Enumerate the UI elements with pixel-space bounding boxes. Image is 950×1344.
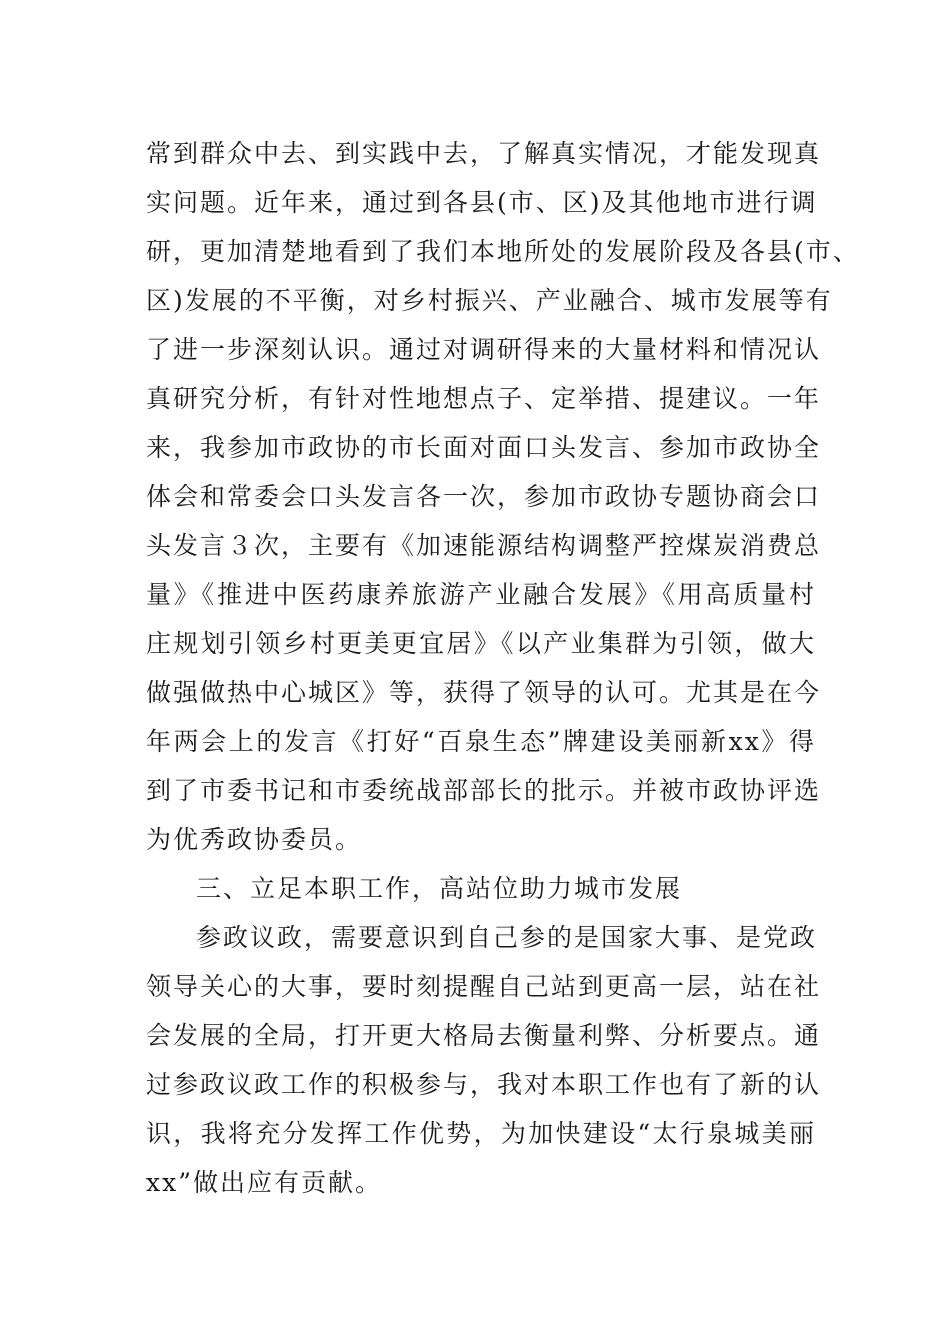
paragraph-1-line: 常到群众中去、到实践中去，了解真实情况，才能发现真 [146,139,822,168]
section-heading: 三、立足本职工作，高站位助力城市发展 [196,874,683,903]
paragraph-2-line: 参政议政，需要意识到自己参的是国家大事、是党政 [196,923,818,952]
paragraph-1-line: 年两会上的发言《打好“百泉生态”牌建设美丽新xx》得 [146,727,816,756]
paragraph-2-line: 过参政议政工作的积极参与，我对本职工作也有了新的认 [146,1070,822,1099]
paragraph-1-line: 做强做热中心城区》等，获得了领导的认可。尤其是在今 [146,678,822,707]
paragraph-1-line: 研，更加清楚地看到了我们本地所处的发展阶段及各县(市、 [146,237,860,266]
paragraph-1-line: 到了市委书记和市委统战部部长的批示。并被市政协评选 [146,776,822,805]
paragraph-1-line: 实问题。近年来，通过到各县(市、区)及其他地市进行调 [146,188,818,217]
paragraph-1-line: 来，我参加市政协的市长面对面口头发言、参加市政协全 [146,433,822,462]
paragraph-2-line: 领导关心的大事，要时刻提醒自己站到更高一层，站在社 [146,972,822,1001]
paragraph-2-line: 会发展的全局，打开更大格局去衡量利弊、分析要点。通 [146,1021,822,1050]
paragraph-1-line: 量》《推进中医药康养旅游产业融合发展》《用高质量村 [146,580,816,609]
paragraph-2-line: 识，我将充分发挥工作优势，为加快建设“太行泉城美丽 [146,1119,816,1148]
paragraph-1-line: 区)发展的不平衡，对乡村振兴、产业融合、城市发展等有 [146,286,833,315]
paragraph-2-line: xx”做出应有贡献。 [146,1168,382,1197]
paragraph-1-line: 为优秀政协委员。 [146,825,363,854]
paragraph-1-line: 真研究分析，有针对性地想点子、定举措、提建议。一年 [146,384,822,413]
paragraph-1-line: 了进一步深刻认识。通过对调研得来的大量材料和情况认 [146,335,822,364]
paragraph-1-line: 体会和常委会口头发言各一次，参加市政协专题协商会口 [146,482,822,511]
paragraph-1-line: 庄规划引领乡村更美更宜居》《以产业集群为引领，做大 [146,629,816,658]
paragraph-1-line: 头发言３次，主要有《加速能源结构调整严控煤炭消费总 [146,531,822,560]
